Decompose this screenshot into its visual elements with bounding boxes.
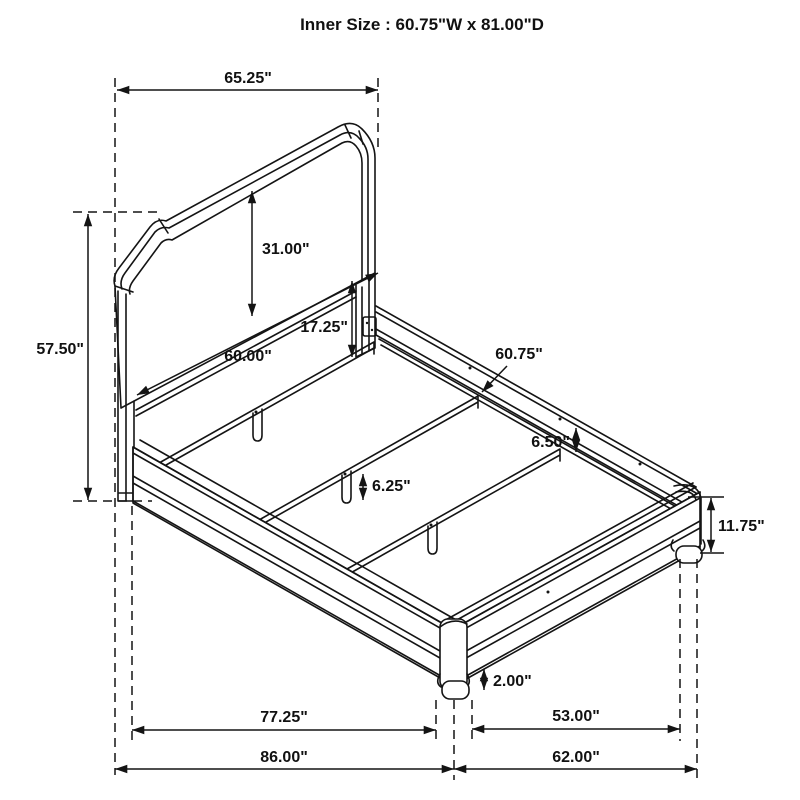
dim-center-leg bbox=[363, 474, 411, 500]
dim-label-headboard-width: 65.25" bbox=[224, 70, 272, 87]
footboard-front-post bbox=[438, 619, 470, 699]
dim-foot-height bbox=[484, 669, 532, 690]
headboard-panel bbox=[114, 123, 375, 408]
dim-slat-length bbox=[482, 346, 543, 392]
dim-overall-depth bbox=[115, 749, 454, 769]
dim-side-rail-height bbox=[711, 498, 765, 552]
dimension-annotations bbox=[36, 70, 764, 769]
front-bun-foot bbox=[442, 681, 469, 699]
headboard-right-leg bbox=[356, 273, 376, 357]
dim-headboard-width bbox=[117, 70, 378, 90]
headboard bbox=[114, 123, 376, 501]
dim-label-panel-height: 31.00" bbox=[262, 241, 310, 258]
dim-label-overall-depth: 86.00" bbox=[260, 749, 308, 766]
dim-label-foot-height: 2.00" bbox=[493, 673, 532, 690]
dim-label-inner-depth: 77.25" bbox=[260, 709, 308, 726]
dim-footboard-width bbox=[454, 749, 697, 769]
dim-label-footboard-width: 62.00" bbox=[552, 749, 600, 766]
dim-label-slat-length: 60.75" bbox=[495, 346, 543, 363]
dim-label-rail-height: 11.75" bbox=[718, 518, 765, 535]
right-side-rail bbox=[376, 306, 696, 518]
dim-headboard-total-height bbox=[36, 214, 88, 500]
dim-rail-drop bbox=[531, 428, 576, 452]
slat-2 bbox=[259, 396, 478, 526]
dim-label-rail-drop: 6.50" bbox=[531, 434, 570, 451]
extension-lines bbox=[73, 78, 724, 780]
dim-label-headboard-height: 57.50" bbox=[36, 341, 84, 358]
dim-label-footboard-inner: 53.00" bbox=[552, 708, 600, 725]
footboard bbox=[438, 483, 705, 699]
slat-3 bbox=[347, 449, 560, 575]
dim-label-inner-width: 60.00" bbox=[224, 348, 272, 365]
dim-label-center-leg: 6.25" bbox=[372, 478, 411, 495]
dim-label-headboard-leg: 17.25" bbox=[300, 319, 348, 336]
dim-rail-inner-depth bbox=[132, 709, 436, 730]
diagram-title: Inner Size : 60.75"W x 81.00"D bbox=[300, 15, 544, 34]
dim-footboard-inner bbox=[472, 708, 680, 729]
